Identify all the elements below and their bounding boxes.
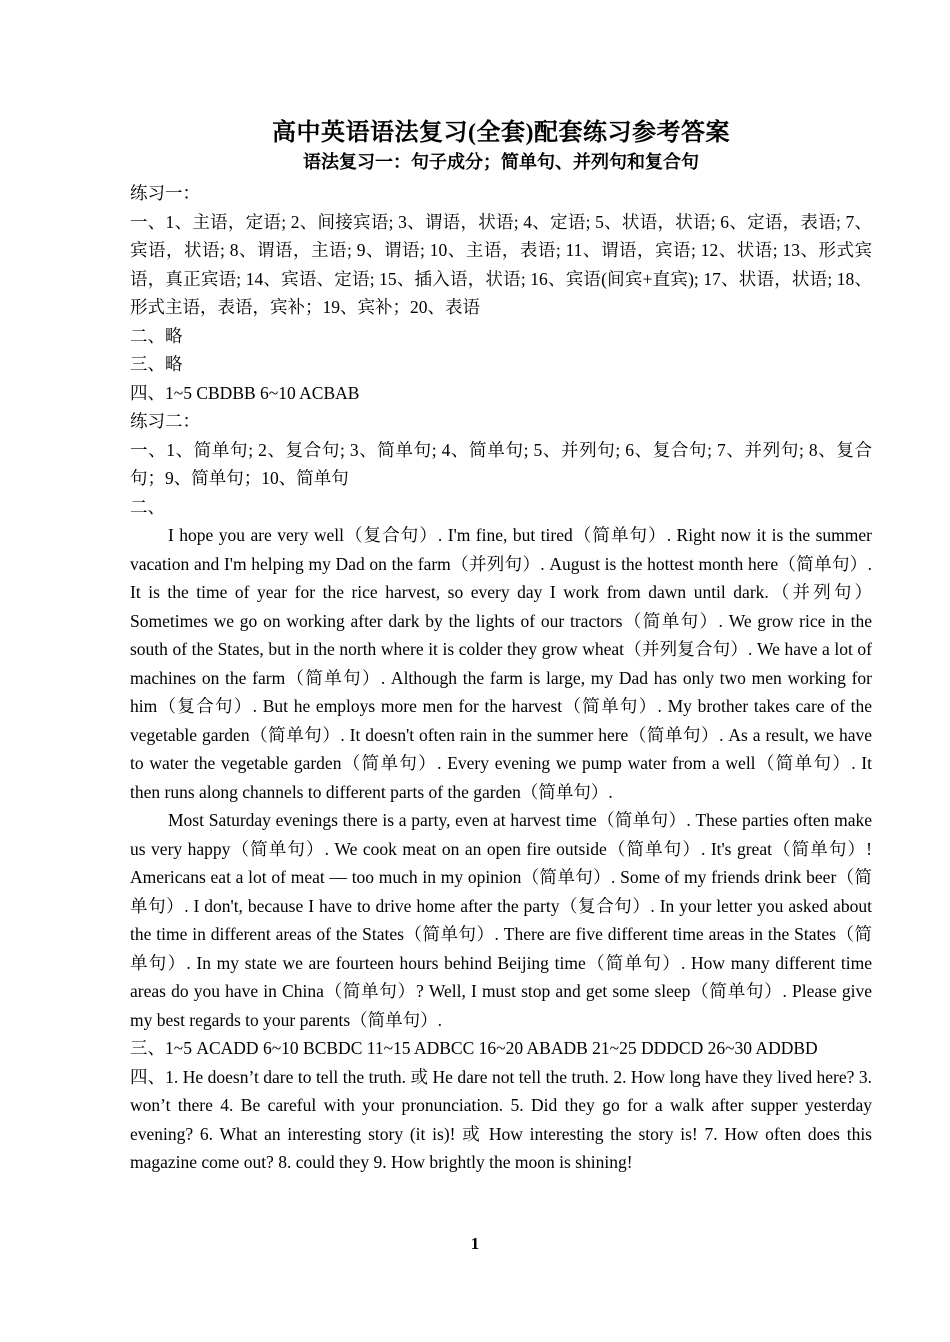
exercise-1-part-4-answers: 四、1~5 CBDBB 6~10 ACBAB: [130, 382, 360, 403]
exercise-2-part-2-label: 二、: [130, 496, 165, 517]
exercise-2-heading: 练习二：: [130, 411, 200, 431]
exercise-2-part-1-answers: 一、1、简单句; 2、复合句; 3、简单句; 4、简单句; 5、并列句; 6、复合句; 7、并列句; 8、复合句；9、简单句；10、简单句: [130, 439, 872, 488]
passage-paragraph: Most Saturday evenings there is a party, even at harvest time（简单句）. These parties often make us very happy（简单句）. We cook meat on an open fire outside（简单句）. It's great（简单句）! Americans eat a lot of meat — too much in my opinion（简单句）. Some of my friends drink beer（简单句）. I don't, because I have to drive home after the party（复合句）. In your letter you asked about the time in different areas of the States（简单句）. There are five different time areas in the States（简单句）. In my state we are fourteen hours behind Beijing time（简单句）. How many different time areas do you have in China（简单句）? Well, I must stop and get some sleep（简单句）. Please give my best regards to your parents（简单句）.: [130, 810, 872, 1030]
exercise-2-part-4-answers: 四、1. He doesn’t dare to tell the truth. 或 He dare not tell the truth. 2. How long have they lived here? 3. won’t there 4. Be careful with your pronunciation. 5. Did they go for a walk after supper yesterday evening? 6. What an interesting story (it is)! 或 How interesting the story is! 7. How often does this magazine come out? 8. could they 9. How brightly the moon is shining!: [130, 1066, 872, 1172]
exercise-1-part-2-answers: 二、略: [130, 325, 183, 346]
exercise-1-part-1-answers: 一、1、主语，定语; 2、间接宾语; 3、谓语，状语; 4、定语; 5、状语，状语; 6、定语，表语; 7、宾语，状语; 8、谓语，主语; 9、谓语; 10、主语，表语; 11、谓语，宾语; 12、状语; 13、形式宾语，真正宾语; 14、宾语、定语; 15、插入语，状语; 16、宾语(间宾+直宾); 17、状语，状语; 18、形式主语，表语，宾补；19、宾补；20、表语: [130, 211, 872, 317]
exercise-2-part-3-answers: 三、1~5 ACADD 6~10 BCBDC 11~15 ADBCC 16~20 ABADB 21~25 DDDCD 26~30 ADDBD: [130, 1038, 818, 1058]
section-subtitle: 语法复习一：句子成分；简单句、并列句和复合句: [303, 152, 699, 172]
exercise-1-heading: 练习一：: [130, 183, 200, 203]
page-number: 1: [470, 1234, 480, 1253]
exercise-1-part-3-answers: 三、略: [130, 354, 183, 374]
document-title: 高中英语语法复习(全套)配套练习参考答案: [272, 120, 730, 146]
passage-paragraph: I hope you are very well（复合句）. I'm fine, but tired（简单句）. Right now it is the summer vacation and I'm helping my Dad on the farm（并列句）. August is the hottest month here（简单句）. It is the time of year for the rice harvest, so every day I work from dawn until dark.（并列句）Sometimes we go on working after dark by the lights of our tractors（简单句）. We grow rice in the south of the States, but in the north where it is colder they grow wheat（并列复合句）. We have a lot of machines on the farm（简单句）. Although the farm is large, my Dad has only two men working for him（复合句）. But he employs more men for the harvest（简单句）. My brother takes care of the vegetable garden（简单句）. It doesn't often rain in the summer here（简单句）. As a result, we have to water the vegetable garden（简单句）. Every evening we pump water from a well（简单句）. It then runs along channels to different parts of the garden（简单句）.: [130, 525, 872, 802]
